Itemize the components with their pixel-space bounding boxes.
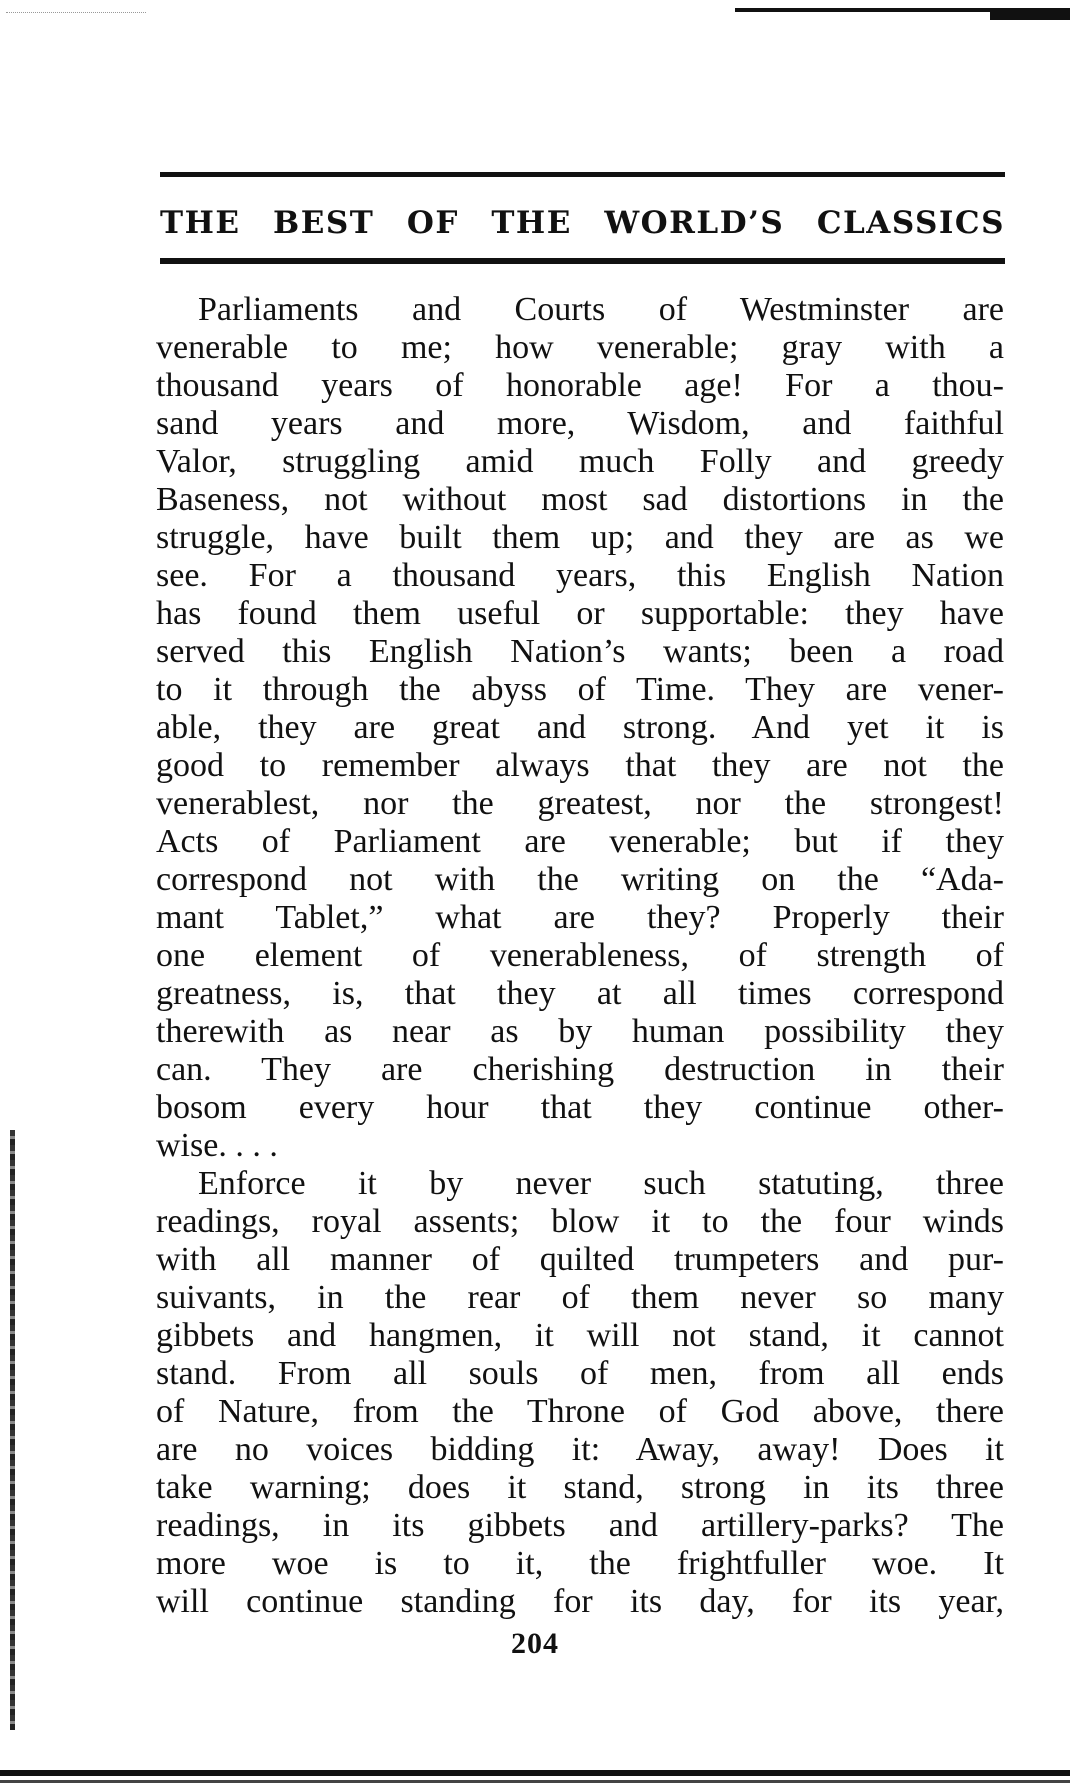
text-line: therewith as near as by human possibility they xyxy=(156,1013,1004,1050)
text-line: one element of venerableness, of strength of xyxy=(156,937,1004,974)
scan-bottom-edge xyxy=(0,1770,1070,1776)
text-line: can. They are cherishing destruction in their xyxy=(156,1051,1004,1088)
scan-edge-line-thick xyxy=(990,10,1070,20)
text-line: mant Tablet,” what are they? Properly their xyxy=(156,899,1004,936)
text-line: readings, royal assents; blow it to the four winds xyxy=(156,1203,1004,1240)
text-line: to it through the abyss of Time. They are vener- xyxy=(156,671,1004,708)
header-bottom-rule xyxy=(160,258,1005,264)
scan-bottom-edge-thin xyxy=(0,1780,1070,1783)
text-line: will continue standing for its day, for its year, xyxy=(156,1583,1004,1620)
text-line: stand. From all souls of men, from all ends xyxy=(156,1355,1004,1392)
body-text xyxy=(156,291,1004,1621)
text-line: struggle, have built them up; and they are as we xyxy=(156,519,1004,556)
text-line: thousand years of honorable age! For a thou- xyxy=(156,367,1004,404)
text-line: able, they are great and strong. And yet it is xyxy=(156,709,1004,746)
text-line: readings, in its gibbets and artillery-parks? The xyxy=(156,1507,1004,1544)
text-line: of Nature, from the Throne of God above, there xyxy=(156,1393,1004,1430)
text-line: venerablest, nor the greatest, nor the strongest! xyxy=(156,785,1004,822)
text-line: with all manner of quilted trumpeters and pur- xyxy=(156,1241,1004,1278)
text-line: correspond not with the writing on the “Ada- xyxy=(156,861,1004,898)
text-line: see. For a thousand years, this English Nation xyxy=(156,557,1004,594)
running-head: THE BEST OF THE WORLD’S CLASSICS xyxy=(160,205,1005,241)
text-line: Valor, struggling amid much Folly and greedy xyxy=(156,443,1004,480)
text-line: suivants, in the rear of them never so many xyxy=(156,1279,1004,1316)
text-line: gibbets and hangmen, it will not stand, it cannot xyxy=(156,1317,1004,1354)
text-line: Acts of Parliament are venerable; but if they xyxy=(156,823,1004,860)
header-top-rule xyxy=(160,172,1005,177)
text-line: Parliaments and Courts of Westminster are xyxy=(198,291,1004,328)
text-line: Baseness, not without most sad distortions in the xyxy=(156,481,1004,518)
text-line: bosom every hour that they continue other- xyxy=(156,1089,1004,1126)
text-line: venerable to me; how venerable; gray with a xyxy=(156,329,1004,366)
text-line: greatness, is, that they at all times correspond xyxy=(156,975,1004,1012)
page-number: 204 xyxy=(511,1627,559,1660)
scan-margin-dots xyxy=(6,12,146,15)
text-line: good to remember always that they are not the xyxy=(156,747,1004,784)
text-line: served this English Nation’s wants; been a road xyxy=(156,633,1004,670)
text-line: Enforce it by never such statuting, three xyxy=(198,1165,1004,1202)
text-line: has found them useful or supportable: they have xyxy=(156,595,1004,632)
text-line: sand years and more, Wisdom, and faithful xyxy=(156,405,1004,442)
text-line: more woe is to it, the frightfuller woe. It xyxy=(156,1545,1004,1582)
text-line: take warning; does it stand, strong in its three xyxy=(156,1469,1004,1506)
text-line: are no voices bidding it: Away, away! Does it xyxy=(156,1431,1004,1468)
text-line: wise. . . . xyxy=(156,1127,278,1164)
